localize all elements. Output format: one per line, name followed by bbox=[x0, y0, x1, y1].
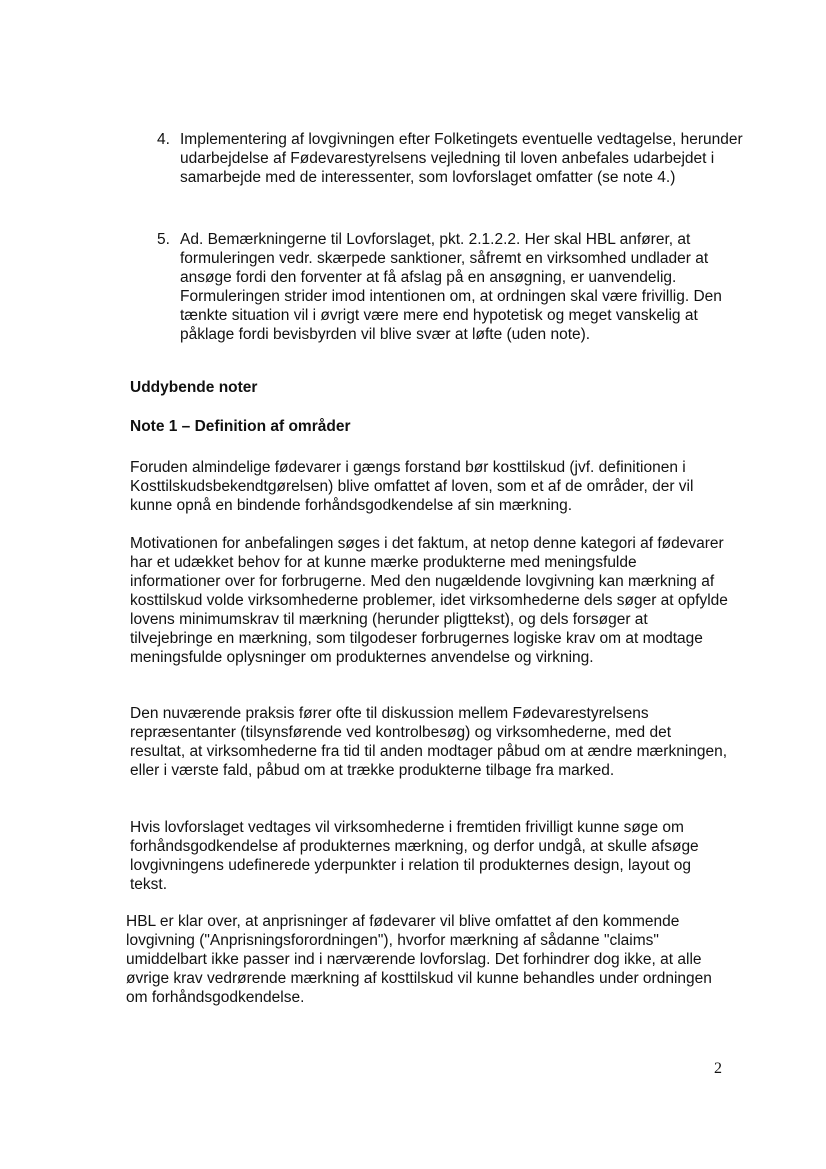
paragraph: HBL er klar over, at anprisninger af fødevarer vil blive omfattet af den kommende lovgivning ("Anprisningsforordningen"), hvorfor mærkning af sådanne "claims" umiddelbart ikke passer ind i nærværende lovforslag. Det forhindrer dog ikke, at alle øvrige krav vedrørende mærkning af kosttilskud vil kunne behandles under ordningen om forhåndsgodkendelse. bbox=[126, 913, 712, 1006]
page-number: 2 bbox=[714, 1060, 722, 1077]
list-item-number: 4. bbox=[157, 131, 170, 148]
list-item-text: Implementering af lovgivningen efter Folketingets eventuelle vedtagelse, herunder udarbejdelse af Fødevarestyrelsens vejledning til loven anbefales udarbejdet i samarbejde med de interessenter, som lovforslaget omfatter (se note 4.) bbox=[180, 131, 743, 186]
list-item bbox=[157, 230, 757, 370]
paragraph: Hvis lovforslaget vedtages vil virksomhederne i fremtiden frivilligt kunne søge om forhåndsgodkendelse af produkternes mærkning, og derfor undgå, at skulle afsøge lovgivningens udefinerede yderpunkter i relation til produkternes design, layout og tekst. bbox=[130, 819, 699, 893]
list-item-number: 5. bbox=[157, 231, 170, 248]
note-heading: Note 1 – Definition af områder bbox=[130, 418, 351, 435]
paragraph: Motivationen for anbefalingen søges i det faktum, at netop denne kategori af fødevarer har et udækket behov for at kunne mærke produkterne med meningsfulde informationer over for forbrugerne. Med den nugældende lovgivning kan mærkning af kosttilskud volde virksomhederne problemer, idet virksomhederne dels søger at opfylde lovens minimumskrav til mærkning (herunder pligttekst), og dels forsøger at tilvejebringe en mærkning, som tilgodeser forbrugernes logiske krav om at modtage meningsfulde oplysninger om produkternes anvendelse og virkning. bbox=[130, 535, 728, 666]
list-item-text: Ad. Bemærkningerne til Lovforslaget, pkt. 2.1.2.2. Her skal HBL anfører, at formuleringen vedr. skærpede sanktioner, såfremt en virksomhed undlader at ansøge fordi den forventer at få afslag på en ansøgning, er uanvendelig. Formuleringen strider imod intentionen om, at ordningen skal være frivillig. Den tænkte situation vil i øvrigt være mere end hypotetisk og meget vanskelig at påklage fordi bevisbyrden vil blive svær at løfte (uden note). bbox=[180, 231, 722, 343]
paragraph: Foruden almindelige fødevarer i gængs forstand bør kosttilskud (jvf. definitionen i Kosttilskudsbekendtgørelsen) blive omfattet af loven, som et af de områder, der vil kunne opnå en bindende forhåndsgodkendelse af sin mærkning. bbox=[130, 459, 694, 514]
paragraph: Den nuværende praksis fører ofte til diskussion mellem Fødevarestyrelsens repræsentanter (tilsynsførende ved kontrolbesøg) og virksomhederne, med det resultat, at virksomhederne fra tid til anden modtager påbud om at ændre mærkningen, eller i værste fald, påbud om at trække produkterne tilbage fra marked. bbox=[130, 705, 728, 779]
list-item bbox=[157, 130, 757, 230]
section-heading: Uddybende noter bbox=[130, 379, 258, 396]
